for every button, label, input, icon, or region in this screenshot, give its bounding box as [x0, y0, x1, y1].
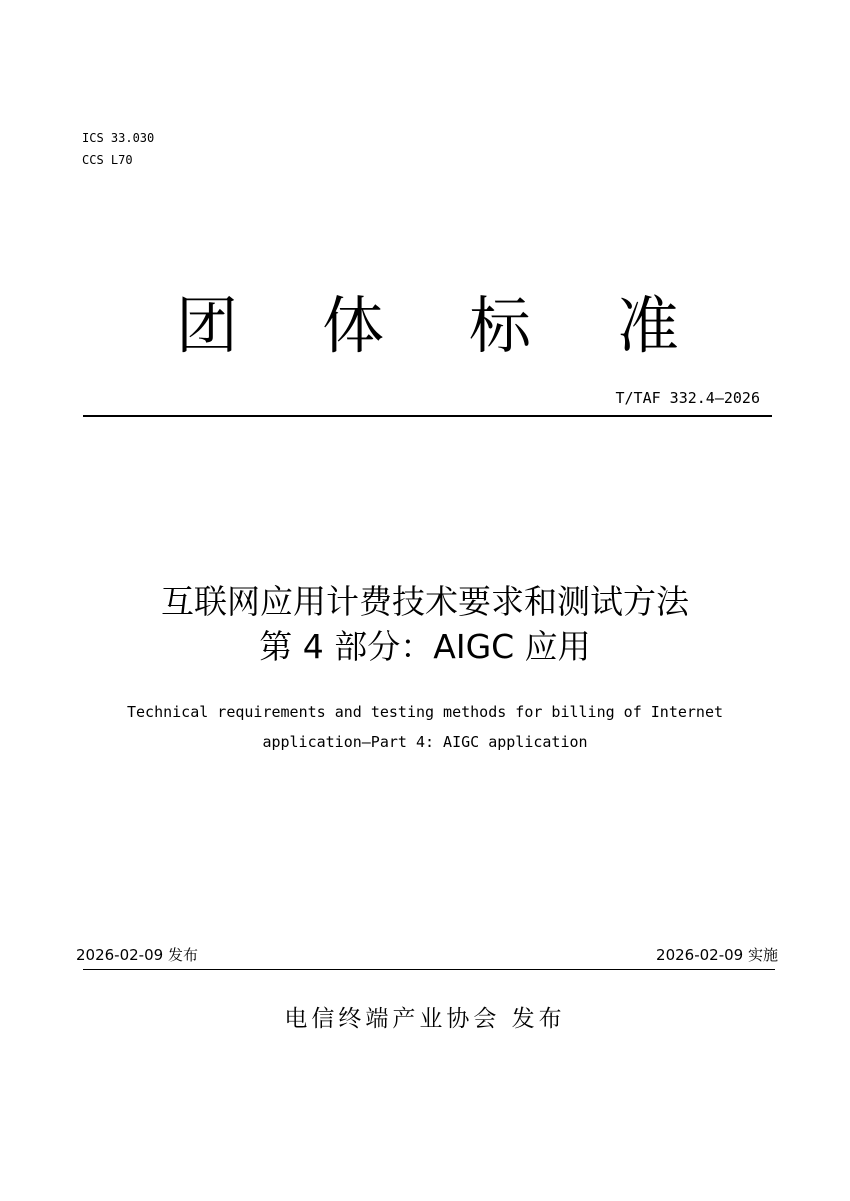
implement-date: 2026-02-09 实施 [656, 946, 778, 964]
footer-divider [83, 969, 775, 970]
ccs-code: CCS L70 [82, 153, 133, 167]
english-title-line-2: application—Part 4: AIGC application [262, 733, 588, 751]
chinese-title-line-1: 互联网应用计费技术要求和测试方法 [161, 582, 689, 621]
standard-type-heading [0, 286, 850, 366]
standard-type-char: 体 [321, 289, 385, 362]
classification-codes [82, 127, 154, 171]
standard-type-char: 团 [175, 289, 239, 362]
standard-type-char: 标 [468, 289, 532, 362]
standard-number: T/TAF 332.4—2026 [615, 389, 760, 407]
english-title-line-1: Technical requirements and testing methods for billing of Internet [126, 703, 724, 721]
chinese-title-line-2: 第 4 部分：AIGC 应用 [259, 627, 591, 666]
publisher: 电信终端产业协会 发布 [284, 1006, 566, 1032]
ics-code: ICS 33.030 [82, 131, 155, 145]
standard-type-char: 准 [616, 289, 680, 362]
header-divider [83, 415, 772, 417]
publish-date: 2026-02-09 发布 [76, 946, 198, 964]
